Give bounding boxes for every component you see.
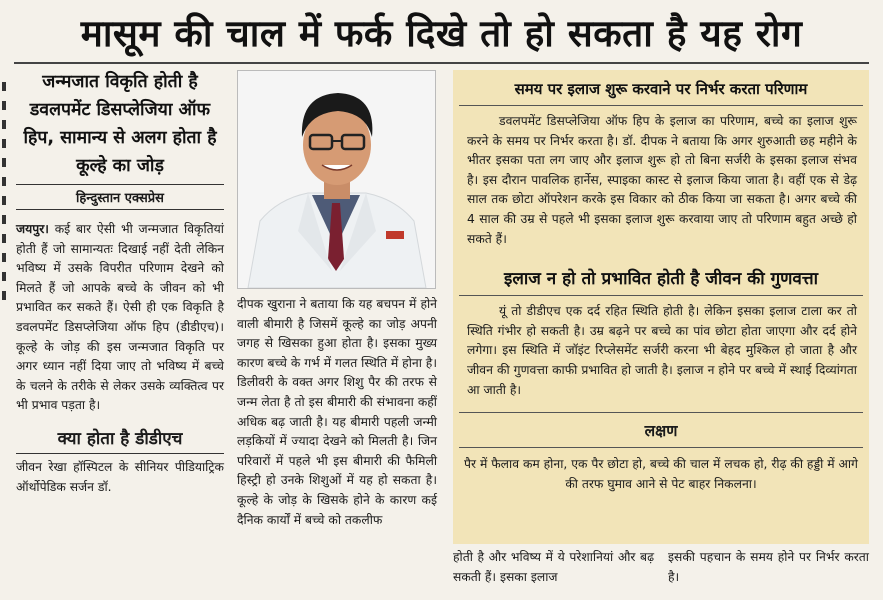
bottom-left-text: होती है और भविष्य में ये परेशानियां और बढ़ सकती हैं। इसका इलाज: [453, 550, 654, 584]
box-text-symptoms: पैर में फैलाव कम होना, एक पैर छोटा हो, बच्चे की चाल में लचक हो, रीढ़ की हड्डी में आगे की तरफ घुमाव आने से पेट बाहर निकलना।: [464, 457, 858, 492]
col1-tail-text: जीवन रेखा हॉस्पिटल के सीनियर पीडियाट्रिक ऑर्थोपेडिक सर्जन डॉ.: [16, 459, 224, 494]
sidebar-box: [453, 70, 869, 544]
page-headline: मासूम की चाल में फर्क दिखे तो हो सकता है यह रोग: [80, 11, 803, 55]
middle-column: [237, 295, 437, 530]
headline-rule: [14, 62, 869, 64]
dateline: जयपुर।: [16, 222, 49, 236]
left-column: [16, 68, 224, 497]
section-heading-what-is: क्या होता है डीडीएच: [16, 426, 224, 454]
box-heading-symptoms: लक्षण: [459, 412, 863, 448]
article-subheadline: जन्मजात विकृति होती है डवलपमेंट डिसप्लेजिया ऑफ हिप, सामान्य से अलग होता है कूल्हे का जोड़: [23, 72, 217, 176]
doctor-portrait-illustration: [238, 71, 435, 288]
doctor-photo: [237, 70, 436, 289]
byline: हिन्दुस्तान एक्सप्रेस: [16, 184, 224, 210]
bottom-right-text: इसकी पहचान के समय होने पर निर्भर करता है।: [668, 550, 869, 584]
bottom-continuation: [453, 548, 869, 587]
box-text-quality-of-life: यूं तो डीडीएच एक दर्द रहित स्थिति होती है। लेकिन इसका इलाज टाला कर तो स्थिति गंभीर हो सकती है। उम्र बढ़ने पर बच्चे का पांव छोटा होता जाएगा और दर्द होने लगेगा। इस स्थिति में जॉइंट रिप्लेसमेंट सर्जरी करना भी बेहद मुश्किल हो जाता है और जीवन की गुणवत्ता काफी प्रभावित हो जाती है। इलाज न होने पर बच्चे में स्थाई दिव्यांगता आ जाती है।: [467, 304, 857, 397]
box-heading-timely-treatment: समय पर इलाज शुरू करवाने पर निर्भर करता परिणाम: [459, 70, 863, 106]
article-body-col1: [16, 220, 224, 416]
box-heading-quality-of-life: इलाज न हो तो प्रभावित होती है जीवन की गुणवत्ता: [459, 257, 863, 296]
col1-text: कई बार ऐसी भी जन्मजात विकृतियां होती हैं जो सामान्यतः दिखाई नहीं देती लेकिन भविष्य में उसके विपरीत परिणाम देखने को मिलते हैं जो आपके बच्चे के जीवन को भी प्रभावित कर सकते हैं। ऐसी ही एक विकृति है डवलपमेंट डिसप्लेजिया ऑफ हिप (डीडीएच)। कूल्हे के जोड़ की इस जन्मजात विकृति पर अगर ध्यान नहीं दिया जाए तो भविष्य में बच्चे के चलने के तरीके से लेकर उसके व्यक्तित्व पर भी प्रभाव पड़ता है।: [16, 222, 224, 413]
adjacent-column-fragment: [0, 72, 12, 600]
col2-text: दीपक खुराना ने बताया कि यह बचपन में होने वाली बीमारी है जिसमें कूल्हे का जोड़ अपनी जगह से खिसका हुआ होता है। इसका मुख्य कारण बच्चे के गर्भ में गलत स्थिति में होना है। डिलीवरी के वक्त अगर शिशु पैर की तरफ से जन्म लेता है तो इस बीमारी की संभावना कहीं अधिक बढ़ जाती है। यह बीमारी पहली जन्मी लड़कियों में ज्यादा देखने को मिलती है। जिन परिवारों में पहले भी इस बीमारी की फैमिली हिस्ट्री हो उनके शिशुओं में यह हो सकता है। कूल्हे के जोड़ के खिसके होने के कारण कई दैनिक कार्यों में बच्चे को तकलीफ: [237, 297, 437, 527]
box-text-timely-treatment: डवलपमेंट डिसप्लेजिया ऑफ हिप के इलाज का परिणाम, बच्चे का इलाज शुरू करने के समय पर निर्भर करता है। डॉ. दीपक ने बताया कि अगर शुरुआती छह महीने के भीतर इसका पता लग जाए और इलाज शुरू हो तो बिना सर्जरी के इसका इलाज संभव है। इस दौरान पावलिक हार्नेस, स्पाइका कास्ट से इलाज किया जाता है। वहीं एक से डेढ़ साल तक छोटा ऑपरेशन करके इस विकार को ठीक किया जा सकता है। अगर बच्चे की 4 साल की उम्र से पहले भी इसका इलाज शुरू करवाया जाए तो परिणाम बहुत अच्छे हो सकते हैं।: [467, 114, 857, 246]
